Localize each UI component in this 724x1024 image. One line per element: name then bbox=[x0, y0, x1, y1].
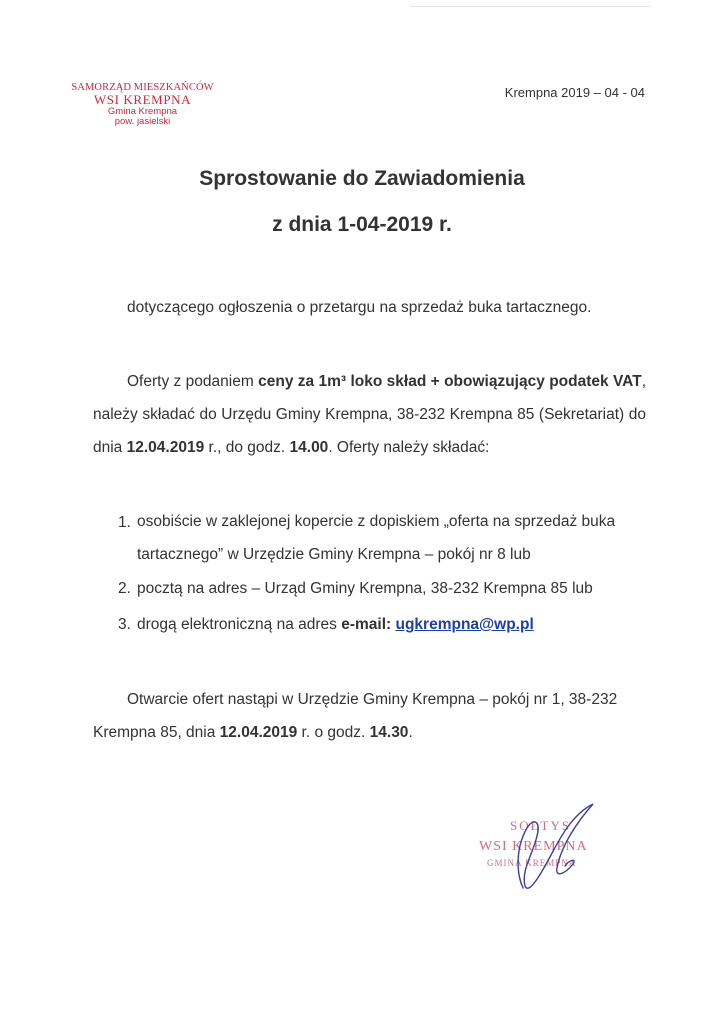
document-subtitle: z dnia 1-04-2019 r. bbox=[272, 213, 452, 236]
signature-stamp-line-1: SOŁTYS bbox=[510, 818, 572, 833]
email-label: e-mail: bbox=[341, 616, 392, 633]
stamp-line-4: pow. jasielski bbox=[114, 115, 171, 127]
list-item-text: drogą elektroniczną na adres bbox=[137, 616, 342, 633]
stamp-line-1: SAMORZĄD MIESZKAŃCÓW bbox=[71, 82, 214, 93]
offers-mid-2: r., do godz. bbox=[204, 439, 290, 456]
stamp-line-2: WSI KREMPNA bbox=[93, 92, 192, 108]
offers-deadline-date: 12.04.2019 bbox=[126, 439, 205, 456]
opening-date: 12.04.2019 bbox=[219, 724, 298, 741]
paragraph-offers bbox=[93, 365, 646, 464]
signature-stamp bbox=[465, 800, 625, 900]
document-date: Krempna 2019 – 04 - 04 bbox=[504, 85, 645, 100]
scan-artifact-line bbox=[410, 6, 650, 7]
list-number: 3. bbox=[118, 616, 131, 633]
list-item-text: pocztą na adres – Urząd Gminy Krempna, 38-232 Krempna 85 lub bbox=[137, 580, 593, 597]
list-item-text: osobiście w zaklejonej kopercie z dopiskiem „oferta na sprzedaż buka tartacznego” w Urzędzie Gminy Krempna – pokój nr 8 lub bbox=[137, 513, 616, 563]
offers-mid-1: , należy składać do Urzędu Gminy Krempna, 38-232 Krempna 85 (Sekretariat) do dnia bbox=[93, 373, 646, 456]
offers-pre: Oferty z podaniem bbox=[127, 373, 259, 390]
opening-time: 14.30 bbox=[369, 724, 409, 741]
list-item bbox=[93, 505, 653, 571]
list-number: 2. bbox=[118, 580, 131, 597]
list-item bbox=[93, 571, 653, 607]
stamp-line-3: Gmina Krempna bbox=[107, 105, 178, 117]
offers-deadline-time: 14.00 bbox=[289, 439, 329, 456]
offers-post: . Oferty należy składać: bbox=[328, 439, 490, 456]
list-number: 1. bbox=[118, 514, 131, 531]
document-title: Sprostowanie do Zawiadomienia bbox=[199, 167, 525, 190]
signature-stamp-line-3: GMINA KREMPNA bbox=[487, 858, 577, 868]
opening-post: . bbox=[408, 724, 413, 741]
opening-mid: r. o godz. bbox=[297, 724, 370, 741]
village-council-stamp bbox=[70, 82, 215, 127]
paragraph-intro: dotyczącego ogłoszenia o przetargu na sprzedaż buka tartacznego. bbox=[127, 299, 592, 316]
email-link[interactable]: ugkrempna@wp.pl bbox=[395, 616, 534, 633]
opening-pre: Otwarcie ofert nastąpi w Urzędzie Gminy Krempna – pokój nr 1, 38-232 Krempna 85, dnia bbox=[93, 691, 618, 741]
paragraph-opening bbox=[93, 683, 646, 749]
signature-stamp-line-2: WSI KREMPNA bbox=[479, 839, 588, 854]
list-item bbox=[93, 607, 653, 643]
submission-methods-list bbox=[93, 505, 653, 643]
offers-price-terms: ceny za 1m³ loko skład + obowiązujący podatek VAT bbox=[258, 373, 642, 390]
